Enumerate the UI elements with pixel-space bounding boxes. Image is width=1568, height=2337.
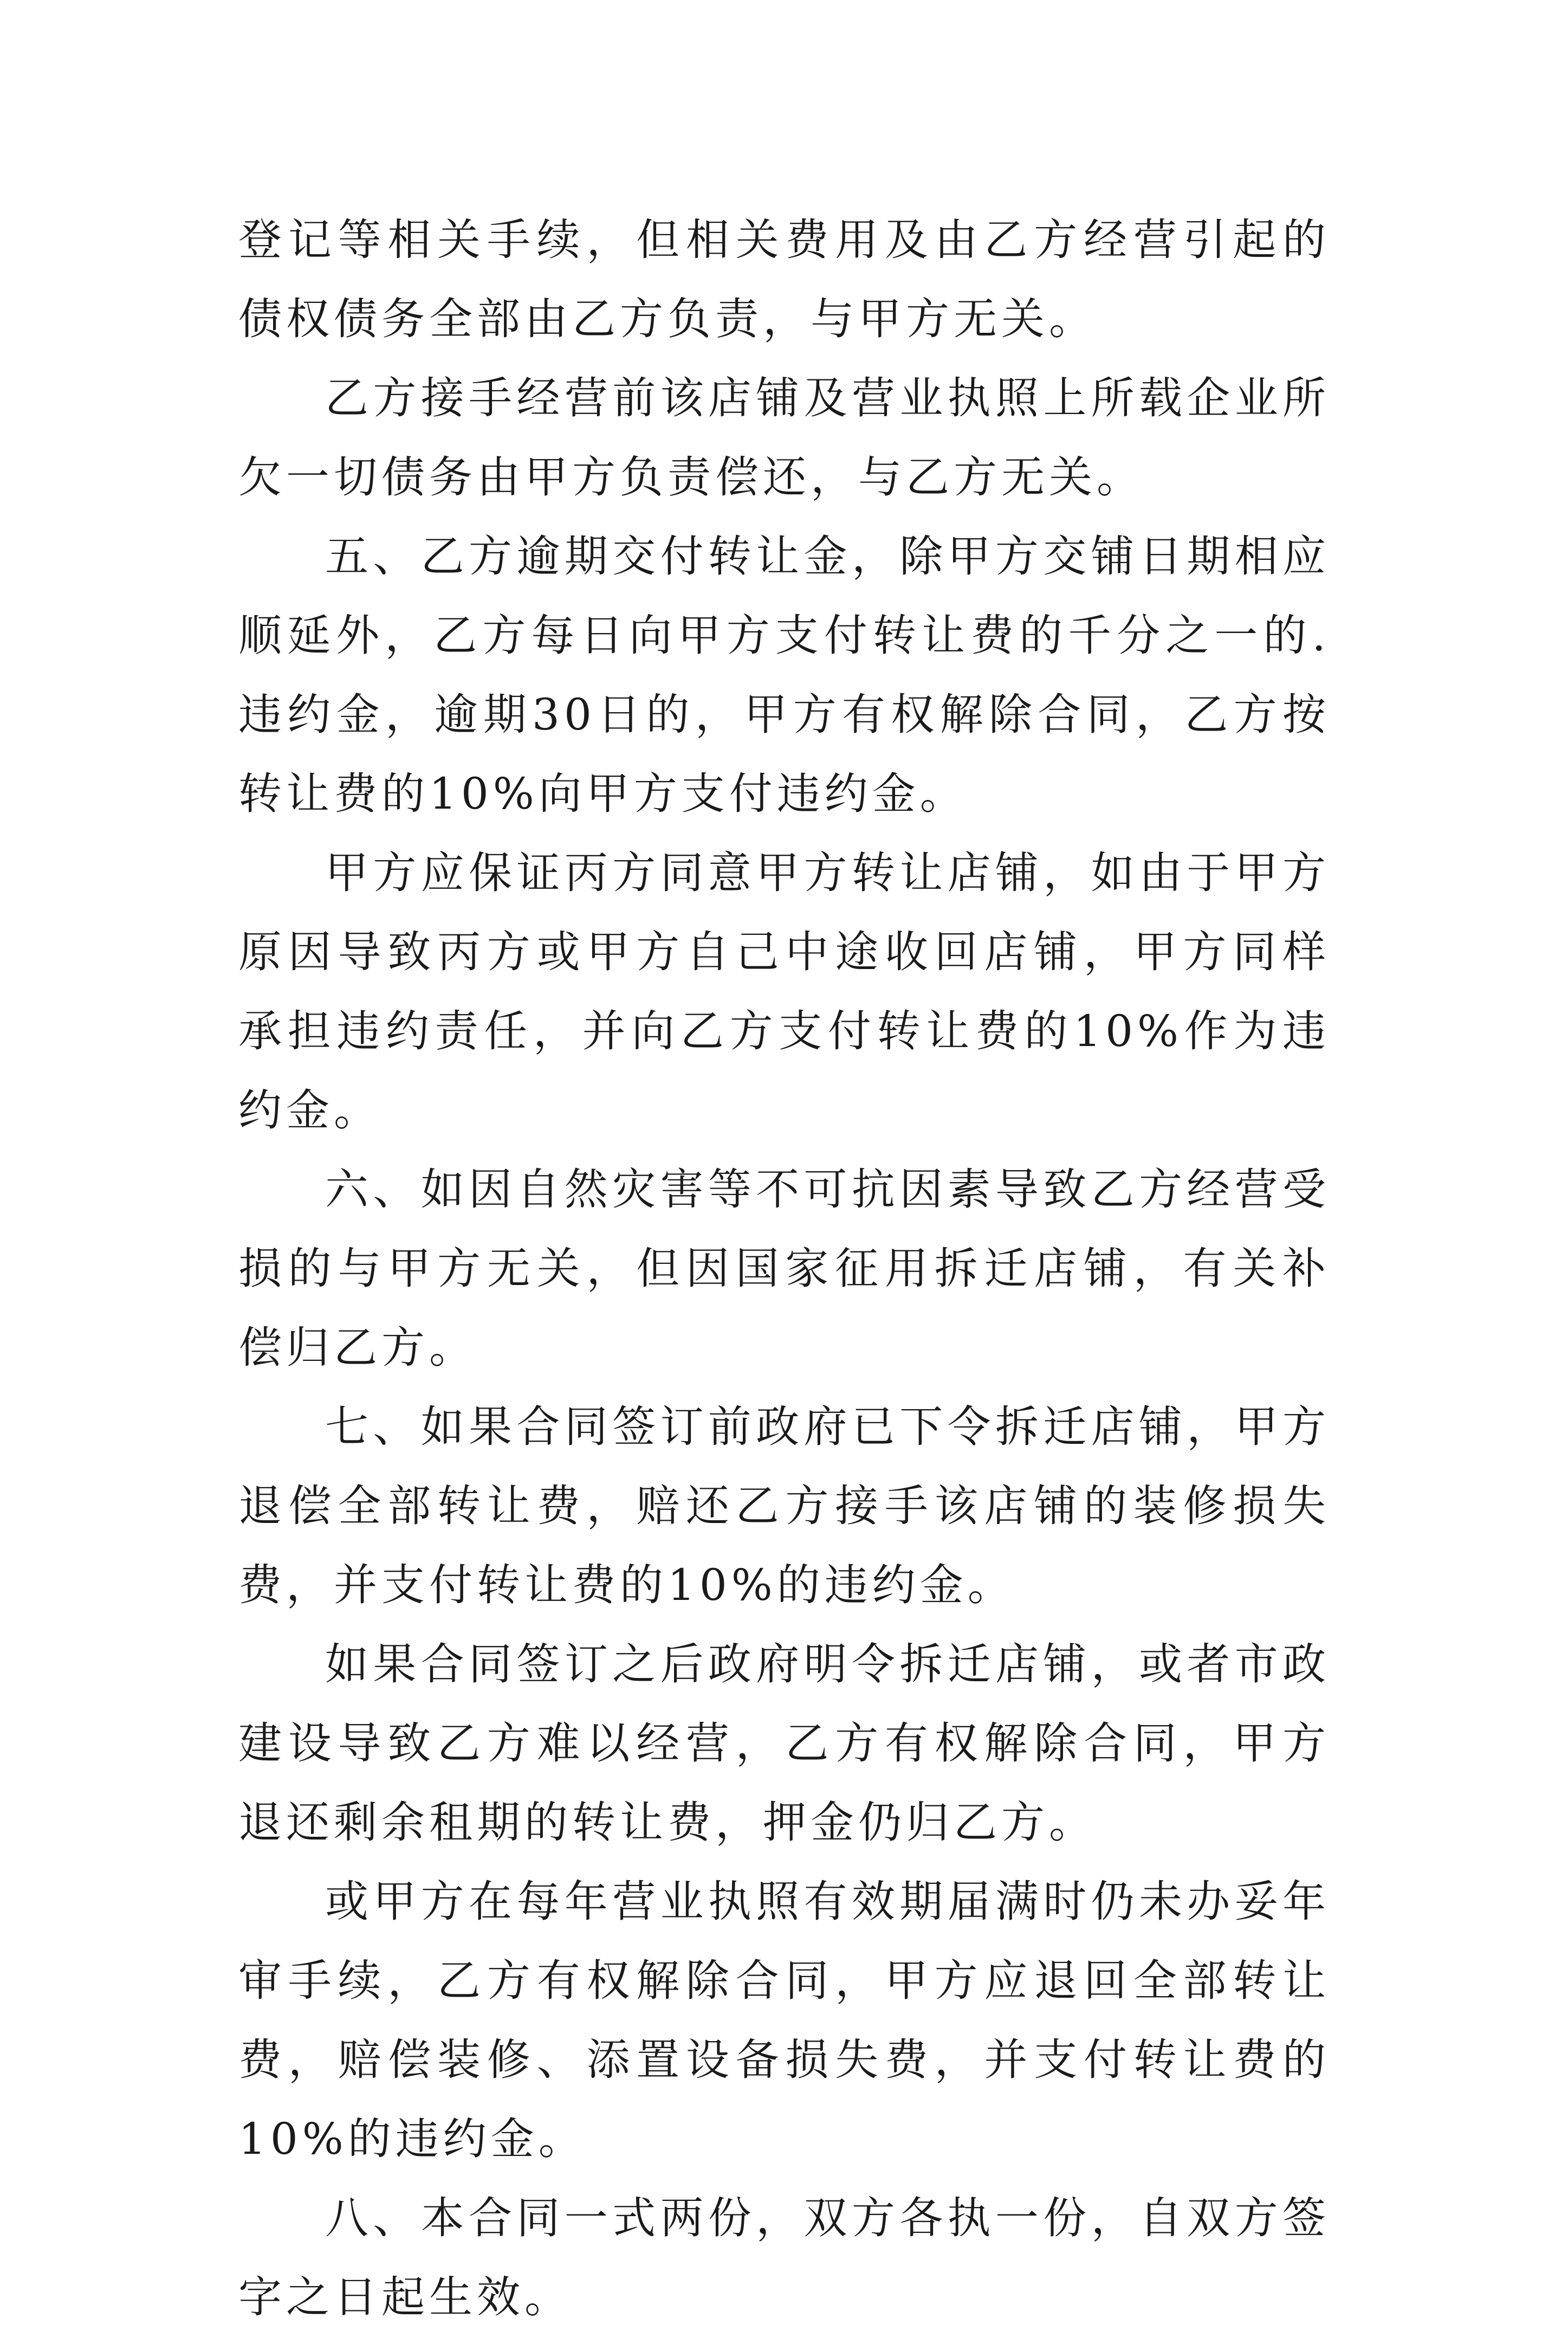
paragraph-clause-8: 八、本合同一式两份，双方各执一份，自双方签字之日起生效。: [238, 2193, 1330, 2322]
paragraph-clause-7-license: 或甲方在每年营业执照有效期届满时仍未办妥年审手续，乙方有权解除合同，甲方应退回全部转让费，赔偿装修、添置设备损失费，并支付转让费的10%的违约金。: [238, 1876, 1330, 2164]
paragraph-clause-7: 七、如果合同签订前政府已下令拆迁店铺，甲方退偿全部转让费，赔还乙方接手该店铺的装修损失费，并支付转让费的10%的违约金。: [238, 1402, 1330, 1610]
paragraph-clause-7-demolition: 如果合同签订之后政府明令拆迁店铺，或者市政建设导致乙方难以经营，乙方有权解除合同，甲方退还剩余租期的转让费，押金仍归乙方。: [238, 1639, 1330, 1848]
paragraph-debt-clause: 乙方接手经营前该店铺及营业执照上所载企业所欠一切债务由甲方负责偿还，与乙方无关。: [238, 373, 1330, 502]
paragraph-clause-6: 六、如因自然灾害等不可抗因素导致乙方经营受损的与甲方无关，但因国家征用拆迁店铺，有关补偿归乙方。: [238, 1164, 1330, 1373]
paragraph-clause-5-guarantee: 甲方应保证丙方同意甲方转让店铺，如由于甲方原因导致丙方或甲方自己中途收回店铺，甲方同样承担违约责任，并向乙方支付转让费的10%作为违约金。: [238, 848, 1330, 1135]
paragraph-clause-5: 五、乙方逾期交付转让金，除甲方交铺日期相应顺延外，乙方每日向甲方支付转让费的千分之一的.违约金，逾期30日的，甲方有权解除合同，乙方按转让费的10%向甲方支付违约金。: [238, 531, 1330, 819]
paragraph-continuation: 登记等相关手续，但相关费用及由乙方经营引起的债权债务全部由乙方负责，与甲方无关。: [238, 215, 1330, 344]
document-body: [238, 201, 1330, 2337]
